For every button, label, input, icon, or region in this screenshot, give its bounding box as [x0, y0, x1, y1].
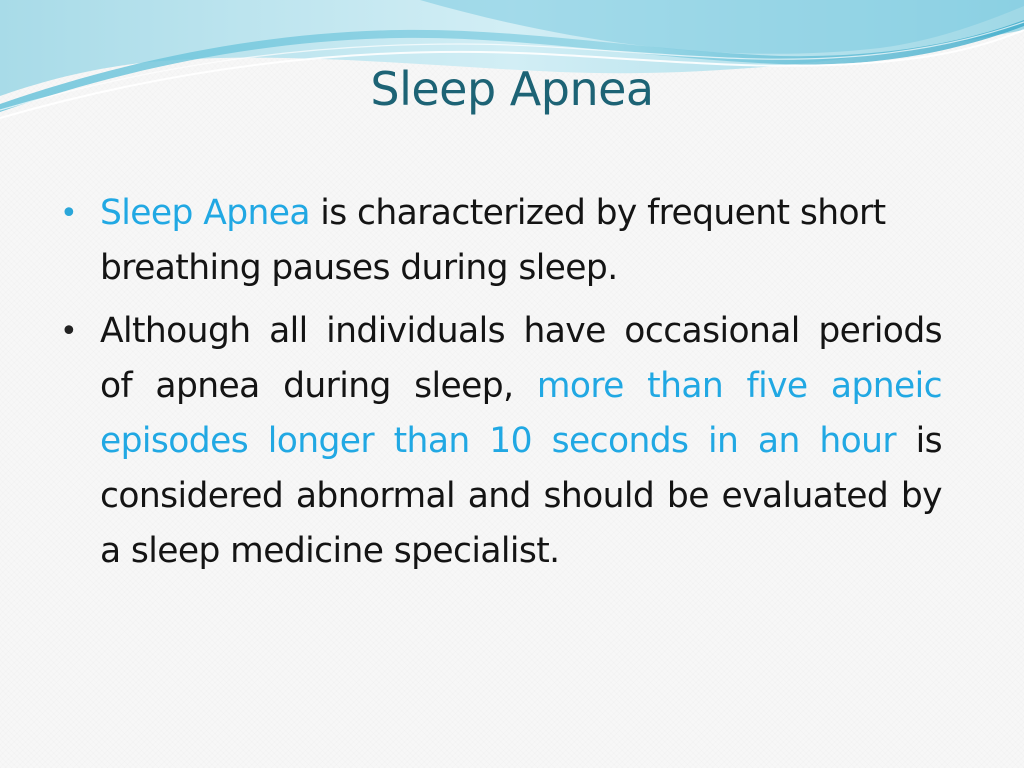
bullet-1-text: is characterized by frequent short breathing pauses during sleep. — [100, 193, 886, 288]
slide-title: Sleep Apnea — [370, 62, 654, 116]
bullet-1-highlight: Sleep Apnea — [100, 193, 310, 233]
bullet-item-2 — [56, 304, 942, 579]
bullet-dot-icon: • — [60, 196, 78, 231]
bullet-list — [56, 186, 942, 579]
bullet-2-highlight: more than five apneic episodes longer than 10 seconds in an hour — [100, 366, 942, 461]
bullet-2-text-after: is considered abnormal and should be evaluated by a sleep medicine specialist. — [100, 421, 942, 571]
bullet-2-text-before: Although all individuals have occasional periods of apnea during sleep, — [100, 311, 942, 406]
bullet-dot-icon: • — [60, 314, 78, 349]
bullet-item-1 — [56, 186, 942, 296]
